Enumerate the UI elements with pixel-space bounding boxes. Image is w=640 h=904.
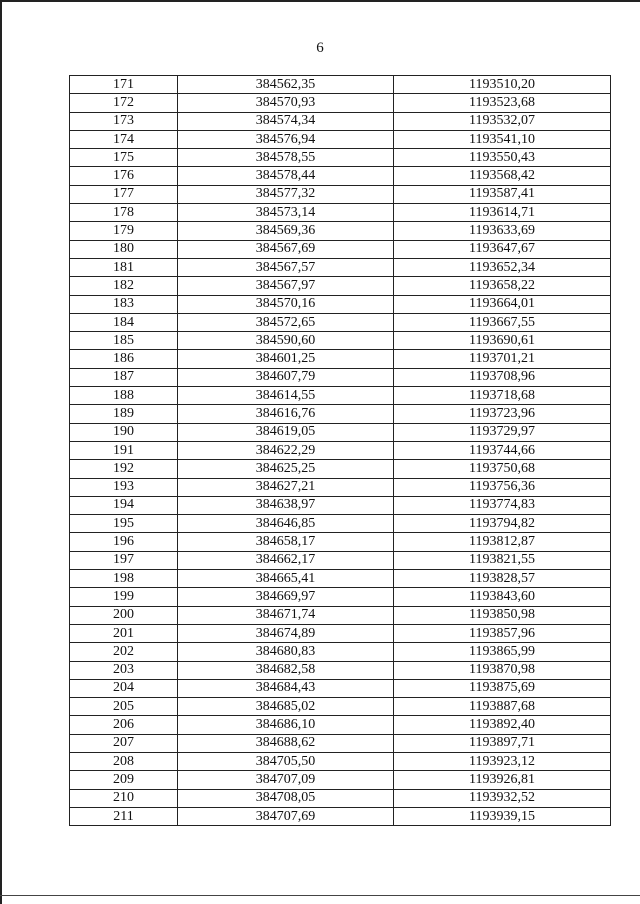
y-coordinate-cell: 1193729,97 — [394, 423, 611, 441]
x-coordinate-cell: 384685,02 — [178, 698, 394, 716]
table-row — [70, 789, 611, 807]
x-coordinate-cell: 384578,55 — [178, 149, 394, 167]
y-coordinate-cell: 1193614,71 — [394, 204, 611, 222]
y-coordinate-cell: 1193658,22 — [394, 277, 611, 295]
point-number-cell: 186 — [70, 350, 178, 368]
point-number-cell: 206 — [70, 716, 178, 734]
y-coordinate-cell: 1193870,98 — [394, 661, 611, 679]
x-coordinate-cell: 384622,29 — [178, 441, 394, 459]
point-number-cell: 210 — [70, 789, 178, 807]
point-number-cell: 180 — [70, 240, 178, 258]
table-row — [70, 405, 611, 423]
point-number-cell: 209 — [70, 771, 178, 789]
table-row — [70, 222, 611, 240]
x-coordinate-cell: 384573,14 — [178, 204, 394, 222]
x-coordinate-cell: 384707,09 — [178, 771, 394, 789]
x-coordinate-cell: 384708,05 — [178, 789, 394, 807]
y-coordinate-cell: 1193523,68 — [394, 94, 611, 112]
y-coordinate-cell: 1193633,69 — [394, 222, 611, 240]
point-number-cell: 179 — [70, 222, 178, 240]
table-row — [70, 167, 611, 185]
point-number-cell: 173 — [70, 112, 178, 130]
point-number-cell: 204 — [70, 679, 178, 697]
point-number-cell: 203 — [70, 661, 178, 679]
y-coordinate-cell: 1193812,87 — [394, 533, 611, 551]
table-row — [70, 387, 611, 405]
y-coordinate-cell: 1193821,55 — [394, 551, 611, 569]
y-coordinate-cell: 1193774,83 — [394, 496, 611, 514]
table-row — [70, 643, 611, 661]
table-row — [70, 313, 611, 331]
y-coordinate-cell: 1193932,52 — [394, 789, 611, 807]
y-coordinate-cell: 1193850,98 — [394, 606, 611, 624]
x-coordinate-cell: 384578,44 — [178, 167, 394, 185]
x-coordinate-cell: 384707,69 — [178, 807, 394, 825]
point-number-cell: 172 — [70, 94, 178, 112]
y-coordinate-cell: 1193892,40 — [394, 716, 611, 734]
table-row — [70, 679, 611, 697]
x-coordinate-cell: 384567,57 — [178, 258, 394, 276]
y-coordinate-cell: 1193897,71 — [394, 734, 611, 752]
y-coordinate-cell: 1193794,82 — [394, 515, 611, 533]
x-coordinate-cell: 384688,62 — [178, 734, 394, 752]
y-coordinate-cell: 1193664,01 — [394, 295, 611, 313]
y-coordinate-cell: 1193550,43 — [394, 149, 611, 167]
table-row — [70, 478, 611, 496]
page-edge-top — [0, 0, 640, 2]
point-number-cell: 174 — [70, 130, 178, 148]
x-coordinate-cell: 384658,17 — [178, 533, 394, 551]
y-coordinate-cell: 1193843,60 — [394, 588, 611, 606]
x-coordinate-cell: 384669,97 — [178, 588, 394, 606]
y-coordinate-cell: 1193923,12 — [394, 752, 611, 770]
x-coordinate-cell: 384665,41 — [178, 570, 394, 588]
point-number-cell: 195 — [70, 515, 178, 533]
y-coordinate-cell: 1193647,67 — [394, 240, 611, 258]
x-coordinate-cell: 384627,21 — [178, 478, 394, 496]
y-coordinate-cell: 1193532,07 — [394, 112, 611, 130]
x-coordinate-cell: 384569,36 — [178, 222, 394, 240]
y-coordinate-cell: 1193667,55 — [394, 313, 611, 331]
table-row — [70, 716, 611, 734]
point-number-cell: 198 — [70, 570, 178, 588]
point-number-cell: 171 — [70, 76, 178, 94]
x-coordinate-cell: 384680,83 — [178, 643, 394, 661]
x-coordinate-cell: 384671,74 — [178, 606, 394, 624]
y-coordinate-cell: 1193875,69 — [394, 679, 611, 697]
point-number-cell: 205 — [70, 698, 178, 716]
y-coordinate-cell: 1193865,99 — [394, 643, 611, 661]
table-row — [70, 368, 611, 386]
y-coordinate-cell: 1193939,15 — [394, 807, 611, 825]
x-coordinate-cell: 384686,10 — [178, 716, 394, 734]
coordinates-table-body — [70, 76, 611, 826]
x-coordinate-cell: 384638,97 — [178, 496, 394, 514]
point-number-cell: 187 — [70, 368, 178, 386]
table-row — [70, 771, 611, 789]
x-coordinate-cell: 384607,79 — [178, 368, 394, 386]
table-row — [70, 734, 611, 752]
point-number-cell: 175 — [70, 149, 178, 167]
point-number-cell: 200 — [70, 606, 178, 624]
y-coordinate-cell: 1193652,34 — [394, 258, 611, 276]
x-coordinate-cell: 384570,16 — [178, 295, 394, 313]
table-row — [70, 807, 611, 825]
table-row — [70, 661, 611, 679]
x-coordinate-cell: 384614,55 — [178, 387, 394, 405]
x-coordinate-cell: 384577,32 — [178, 185, 394, 203]
x-coordinate-cell: 384567,69 — [178, 240, 394, 258]
y-coordinate-cell: 1193541,10 — [394, 130, 611, 148]
point-number-cell: 188 — [70, 387, 178, 405]
point-number-cell: 184 — [70, 313, 178, 331]
y-coordinate-cell: 1193887,68 — [394, 698, 611, 716]
y-coordinate-cell: 1193587,41 — [394, 185, 611, 203]
point-number-cell: 181 — [70, 258, 178, 276]
page-edge-left — [0, 0, 2, 904]
x-coordinate-cell: 384576,94 — [178, 130, 394, 148]
table-row — [70, 76, 611, 94]
x-coordinate-cell: 384570,93 — [178, 94, 394, 112]
y-coordinate-cell: 1193510,20 — [394, 76, 611, 94]
x-coordinate-cell: 384616,76 — [178, 405, 394, 423]
point-number-cell: 189 — [70, 405, 178, 423]
point-number-cell: 207 — [70, 734, 178, 752]
table-row — [70, 423, 611, 441]
x-coordinate-cell: 384674,89 — [178, 624, 394, 642]
point-number-cell: 208 — [70, 752, 178, 770]
y-coordinate-cell: 1193926,81 — [394, 771, 611, 789]
table-row — [70, 94, 611, 112]
x-coordinate-cell: 384574,34 — [178, 112, 394, 130]
y-coordinate-cell: 1193750,68 — [394, 460, 611, 478]
point-number-cell: 182 — [70, 277, 178, 295]
y-coordinate-cell: 1193568,42 — [394, 167, 611, 185]
point-number-cell: 178 — [70, 204, 178, 222]
y-coordinate-cell: 1193756,36 — [394, 478, 611, 496]
x-coordinate-cell: 384705,50 — [178, 752, 394, 770]
table-row — [70, 588, 611, 606]
point-number-cell: 199 — [70, 588, 178, 606]
point-number-cell: 176 — [70, 167, 178, 185]
point-number-cell: 190 — [70, 423, 178, 441]
table-row — [70, 240, 611, 258]
table-row — [70, 515, 611, 533]
coordinates-table — [69, 75, 611, 826]
x-coordinate-cell: 384567,97 — [178, 277, 394, 295]
table-row — [70, 496, 611, 514]
x-coordinate-cell: 384601,25 — [178, 350, 394, 368]
x-coordinate-cell: 384590,60 — [178, 332, 394, 350]
point-number-cell: 202 — [70, 643, 178, 661]
y-coordinate-cell: 1193708,96 — [394, 368, 611, 386]
page-edge-bottom — [0, 895, 640, 896]
y-coordinate-cell: 1193718,68 — [394, 387, 611, 405]
table-row — [70, 350, 611, 368]
table-row — [70, 185, 611, 203]
point-number-cell: 177 — [70, 185, 178, 203]
point-number-cell: 194 — [70, 496, 178, 514]
table-row — [70, 533, 611, 551]
table-row — [70, 624, 611, 642]
x-coordinate-cell: 384684,43 — [178, 679, 394, 697]
x-coordinate-cell: 384619,05 — [178, 423, 394, 441]
point-number-cell: 196 — [70, 533, 178, 551]
table-row — [70, 332, 611, 350]
x-coordinate-cell: 384572,65 — [178, 313, 394, 331]
point-number-cell: 185 — [70, 332, 178, 350]
x-coordinate-cell: 384625,25 — [178, 460, 394, 478]
point-number-cell: 197 — [70, 551, 178, 569]
x-coordinate-cell: 384646,85 — [178, 515, 394, 533]
x-coordinate-cell: 384562,35 — [178, 76, 394, 94]
table-row — [70, 551, 611, 569]
x-coordinate-cell: 384662,17 — [178, 551, 394, 569]
point-number-cell: 192 — [70, 460, 178, 478]
y-coordinate-cell: 1193828,57 — [394, 570, 611, 588]
table-row — [70, 698, 611, 716]
y-coordinate-cell: 1193723,96 — [394, 405, 611, 423]
y-coordinate-cell: 1193857,96 — [394, 624, 611, 642]
table-row — [70, 149, 611, 167]
point-number-cell: 193 — [70, 478, 178, 496]
table-row — [70, 441, 611, 459]
point-number-cell: 201 — [70, 624, 178, 642]
table-row — [70, 258, 611, 276]
page-number: 6 — [316, 40, 324, 56]
table-row — [70, 277, 611, 295]
table-row — [70, 295, 611, 313]
table-row — [70, 570, 611, 588]
table-row — [70, 460, 611, 478]
table-row — [70, 130, 611, 148]
point-number-cell: 191 — [70, 441, 178, 459]
point-number-cell: 183 — [70, 295, 178, 313]
y-coordinate-cell: 1193701,21 — [394, 350, 611, 368]
table-row — [70, 112, 611, 130]
x-coordinate-cell: 384682,58 — [178, 661, 394, 679]
point-number-cell: 211 — [70, 807, 178, 825]
y-coordinate-cell: 1193744,66 — [394, 441, 611, 459]
table-row — [70, 752, 611, 770]
table-row — [70, 204, 611, 222]
table-row — [70, 606, 611, 624]
y-coordinate-cell: 1193690,61 — [394, 332, 611, 350]
